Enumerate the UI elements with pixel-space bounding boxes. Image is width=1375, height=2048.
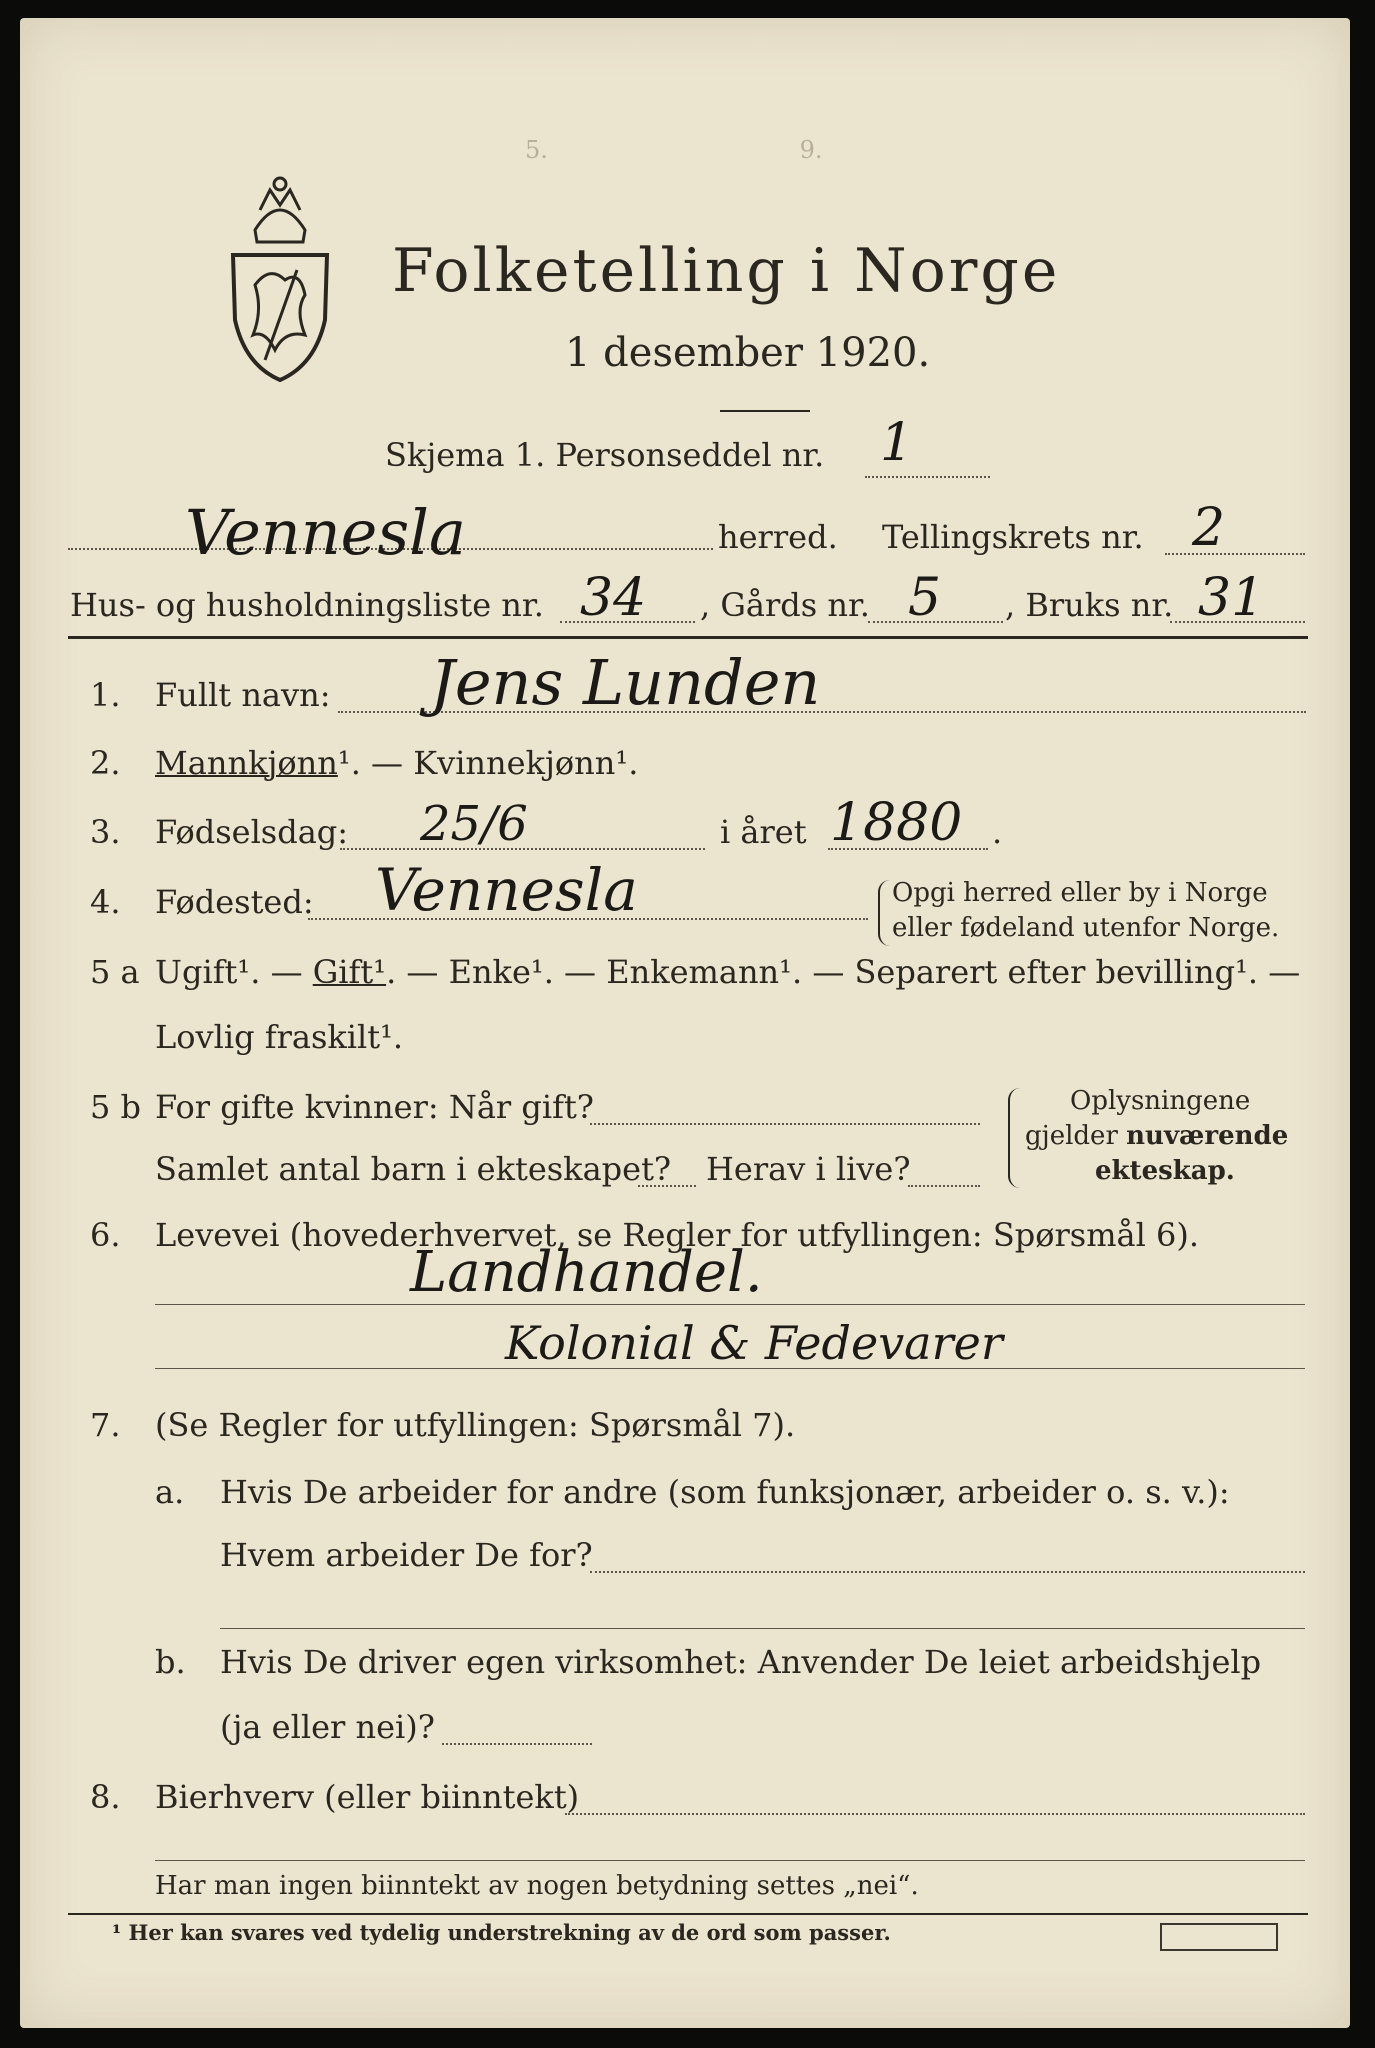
year-label: i året [720, 813, 807, 851]
q7a-letter: a. [155, 1473, 185, 1511]
gards-value: 5 [908, 568, 942, 628]
q7b-letter: b. [155, 1643, 186, 1681]
bruks-value: 31 [1198, 568, 1265, 628]
married-when-field[interactable] [590, 1123, 980, 1125]
birth-year-value: 1880 [830, 793, 963, 853]
mannkjonn-option[interactable]: Mannkjønn [155, 744, 338, 782]
q5a-label-2: Lovlig fraskilt¹. [155, 1018, 404, 1056]
q3-number: 3. [90, 813, 121, 851]
title-divider [720, 410, 810, 412]
secondary-income-field[interactable] [565, 1813, 1305, 1815]
q7b-label: Hvis De driver egen virksomhet: Anvender De leiet arbeidshjelp [220, 1643, 1262, 1681]
q6-number: 6. [90, 1216, 121, 1254]
hired-help-field[interactable] [442, 1743, 592, 1745]
tellingskrets-value: 2 [1192, 498, 1226, 558]
q5b-note-3: ekteskap. [1095, 1156, 1235, 1186]
alive-field[interactable] [908, 1185, 980, 1187]
secondary-income-line-2[interactable] [155, 1860, 1305, 1861]
q5b-label-3: Herav i live? [706, 1150, 911, 1188]
footer-rule [68, 1913, 1308, 1915]
q2-number: 2. [90, 744, 121, 782]
occupation-value-1: Landhandel. [410, 1240, 763, 1305]
q7b-label-2: (ja eller nei)? [220, 1708, 435, 1746]
q8-label: Bierhverv (eller biinntekt) [155, 1778, 580, 1816]
herred-label: herred. [718, 518, 838, 556]
q5b-label-1: For gifte kvinner: Når gift? [155, 1088, 594, 1126]
birthday-value: 25/6 [420, 796, 528, 852]
census-form: Folketelling i Norge 1 desember 1920. Skjema 1. Personseddel nr. 1 Vennesla herred. Tellingskrets nr. 2 Hus- og husholdningsliste nr. 34 , Gårds nr. 5 , Bruks nr. 31 1. Fullt navn: Jens Lunden 2. Mannkjønn¹. — Kvinnekjønn¹. 3. Fødselsdag: 25/6 i året 1880 . 4. Fødested: Vennesla Opgi herred eller by i Norge eller fødeland utenfor Norge. 5 a Ugift¹. — Gift¹. — Enke¹. — Enkemann¹. — Separert efter bevilling¹. — Lovlig fraskilt¹. 5 b For gifte kvinner: Når gift? Samlet antal barn i ekteskapet? Herav i live? Oplysningene gjelder nuværende ekteskap. 6. Levevei (hovederhvervet, se Regler for utfyllingen: Spørsmål 6). Landhandel. Kolonial & Fedevarer 7. (Se Regler for utfyllingen: Spørsmål 7). a. Hvis De arbeider for andre (som funksjonær, arbeider o. s. v.): Hvem arbeider De for? b. Hvis De driver egen virksomhet: Anvender De leiet arbeidshjelp (ja eller nei)? 8. Bierhverv (eller biinntekt) Har man ingen biinntekt av nogen betydning settes „nei“. ¹ Her kan svares ved tydelig understrekning av de ord som passer. 5. 9. [20, 18, 1350, 2028]
q3-label: Fødselsdag: [155, 813, 349, 851]
q2-label: Mannkjønn¹. — Kvinnekjønn¹. [155, 744, 639, 782]
herred-value: Vennesla [185, 496, 466, 569]
printer-stamp [1160, 1923, 1278, 1951]
gift-option[interactable]: Gift¹ [312, 953, 387, 991]
form-title: Folketelling i Norge [392, 236, 1061, 306]
husholdning-label: Hus- og husholdningsliste nr. [70, 586, 544, 624]
footnote: ¹ Her kan svares ved tydelig understrekning av de ord som passer. [112, 1920, 891, 1945]
q5b-number: 5 b [90, 1088, 142, 1126]
tellingskrets-label: Tellingskrets nr. [882, 518, 1144, 556]
full-name-value: Jens Lunden [430, 646, 821, 719]
children-field[interactable] [638, 1185, 696, 1187]
q4-label: Fødested: [155, 883, 314, 921]
occupation-value-2: Kolonial & Fedevarer [505, 1316, 1003, 1370]
employer-field[interactable] [590, 1571, 1305, 1573]
header-rule [68, 636, 1308, 639]
q7-number: 7. [90, 1406, 121, 1444]
q5b-label-2: Samlet antal barn i ekteskapet? [155, 1150, 672, 1188]
husholdning-value: 34 [580, 568, 647, 628]
schema-label: Skjema 1. Personseddel nr. [385, 436, 825, 474]
q5a-number: 5 a [90, 953, 140, 991]
q1-label: Fullt navn: [155, 676, 331, 714]
q8-number: 8. [90, 1778, 121, 1816]
employer-line-2[interactable] [220, 1628, 1305, 1629]
form-date: 1 desember 1920. [565, 330, 931, 376]
q4-note-2: eller fødeland utenfor Norge. [892, 913, 1280, 943]
q6-label: Levevei (hovederhvervet, se Regler for utfyllingen: Spørsmål 6). [155, 1216, 1200, 1254]
gards-label: , Gårds nr. [700, 586, 870, 624]
q4-number: 4. [90, 883, 121, 921]
q1-number: 1. [90, 676, 121, 714]
q5b-note-1: Oplysningene [1070, 1086, 1251, 1116]
tellingskrets-field[interactable] [1165, 553, 1305, 555]
q7a-label-2: Hvem arbeider De for? [220, 1536, 593, 1574]
q7-label: (Se Regler for utfyllingen: Spørsmål 7). [155, 1406, 796, 1444]
birthplace-value: Vennesla [375, 856, 638, 924]
personseddel-value: 1 [880, 413, 914, 473]
q5a-label: Ugift¹. — Gift¹. — Enke¹. — Enkemann¹. — Separert efter bevilling¹. — [155, 953, 1301, 991]
bruks-label: , Bruks nr. [1005, 586, 1174, 624]
q8-note: Har man ingen biinntekt av nogen betydning settes „nei“. [155, 1871, 919, 1901]
q5b-note-2: gjelder nuværende [1025, 1121, 1289, 1151]
coat-of-arms-icon [225, 170, 335, 385]
q4-note-1: Opgi herred eller by i Norge [892, 878, 1268, 908]
q7a-label: Hvis De arbeider for andre (som funksjonær, arbeider o. s. v.): [220, 1473, 1230, 1511]
personseddel-field[interactable] [865, 476, 990, 478]
